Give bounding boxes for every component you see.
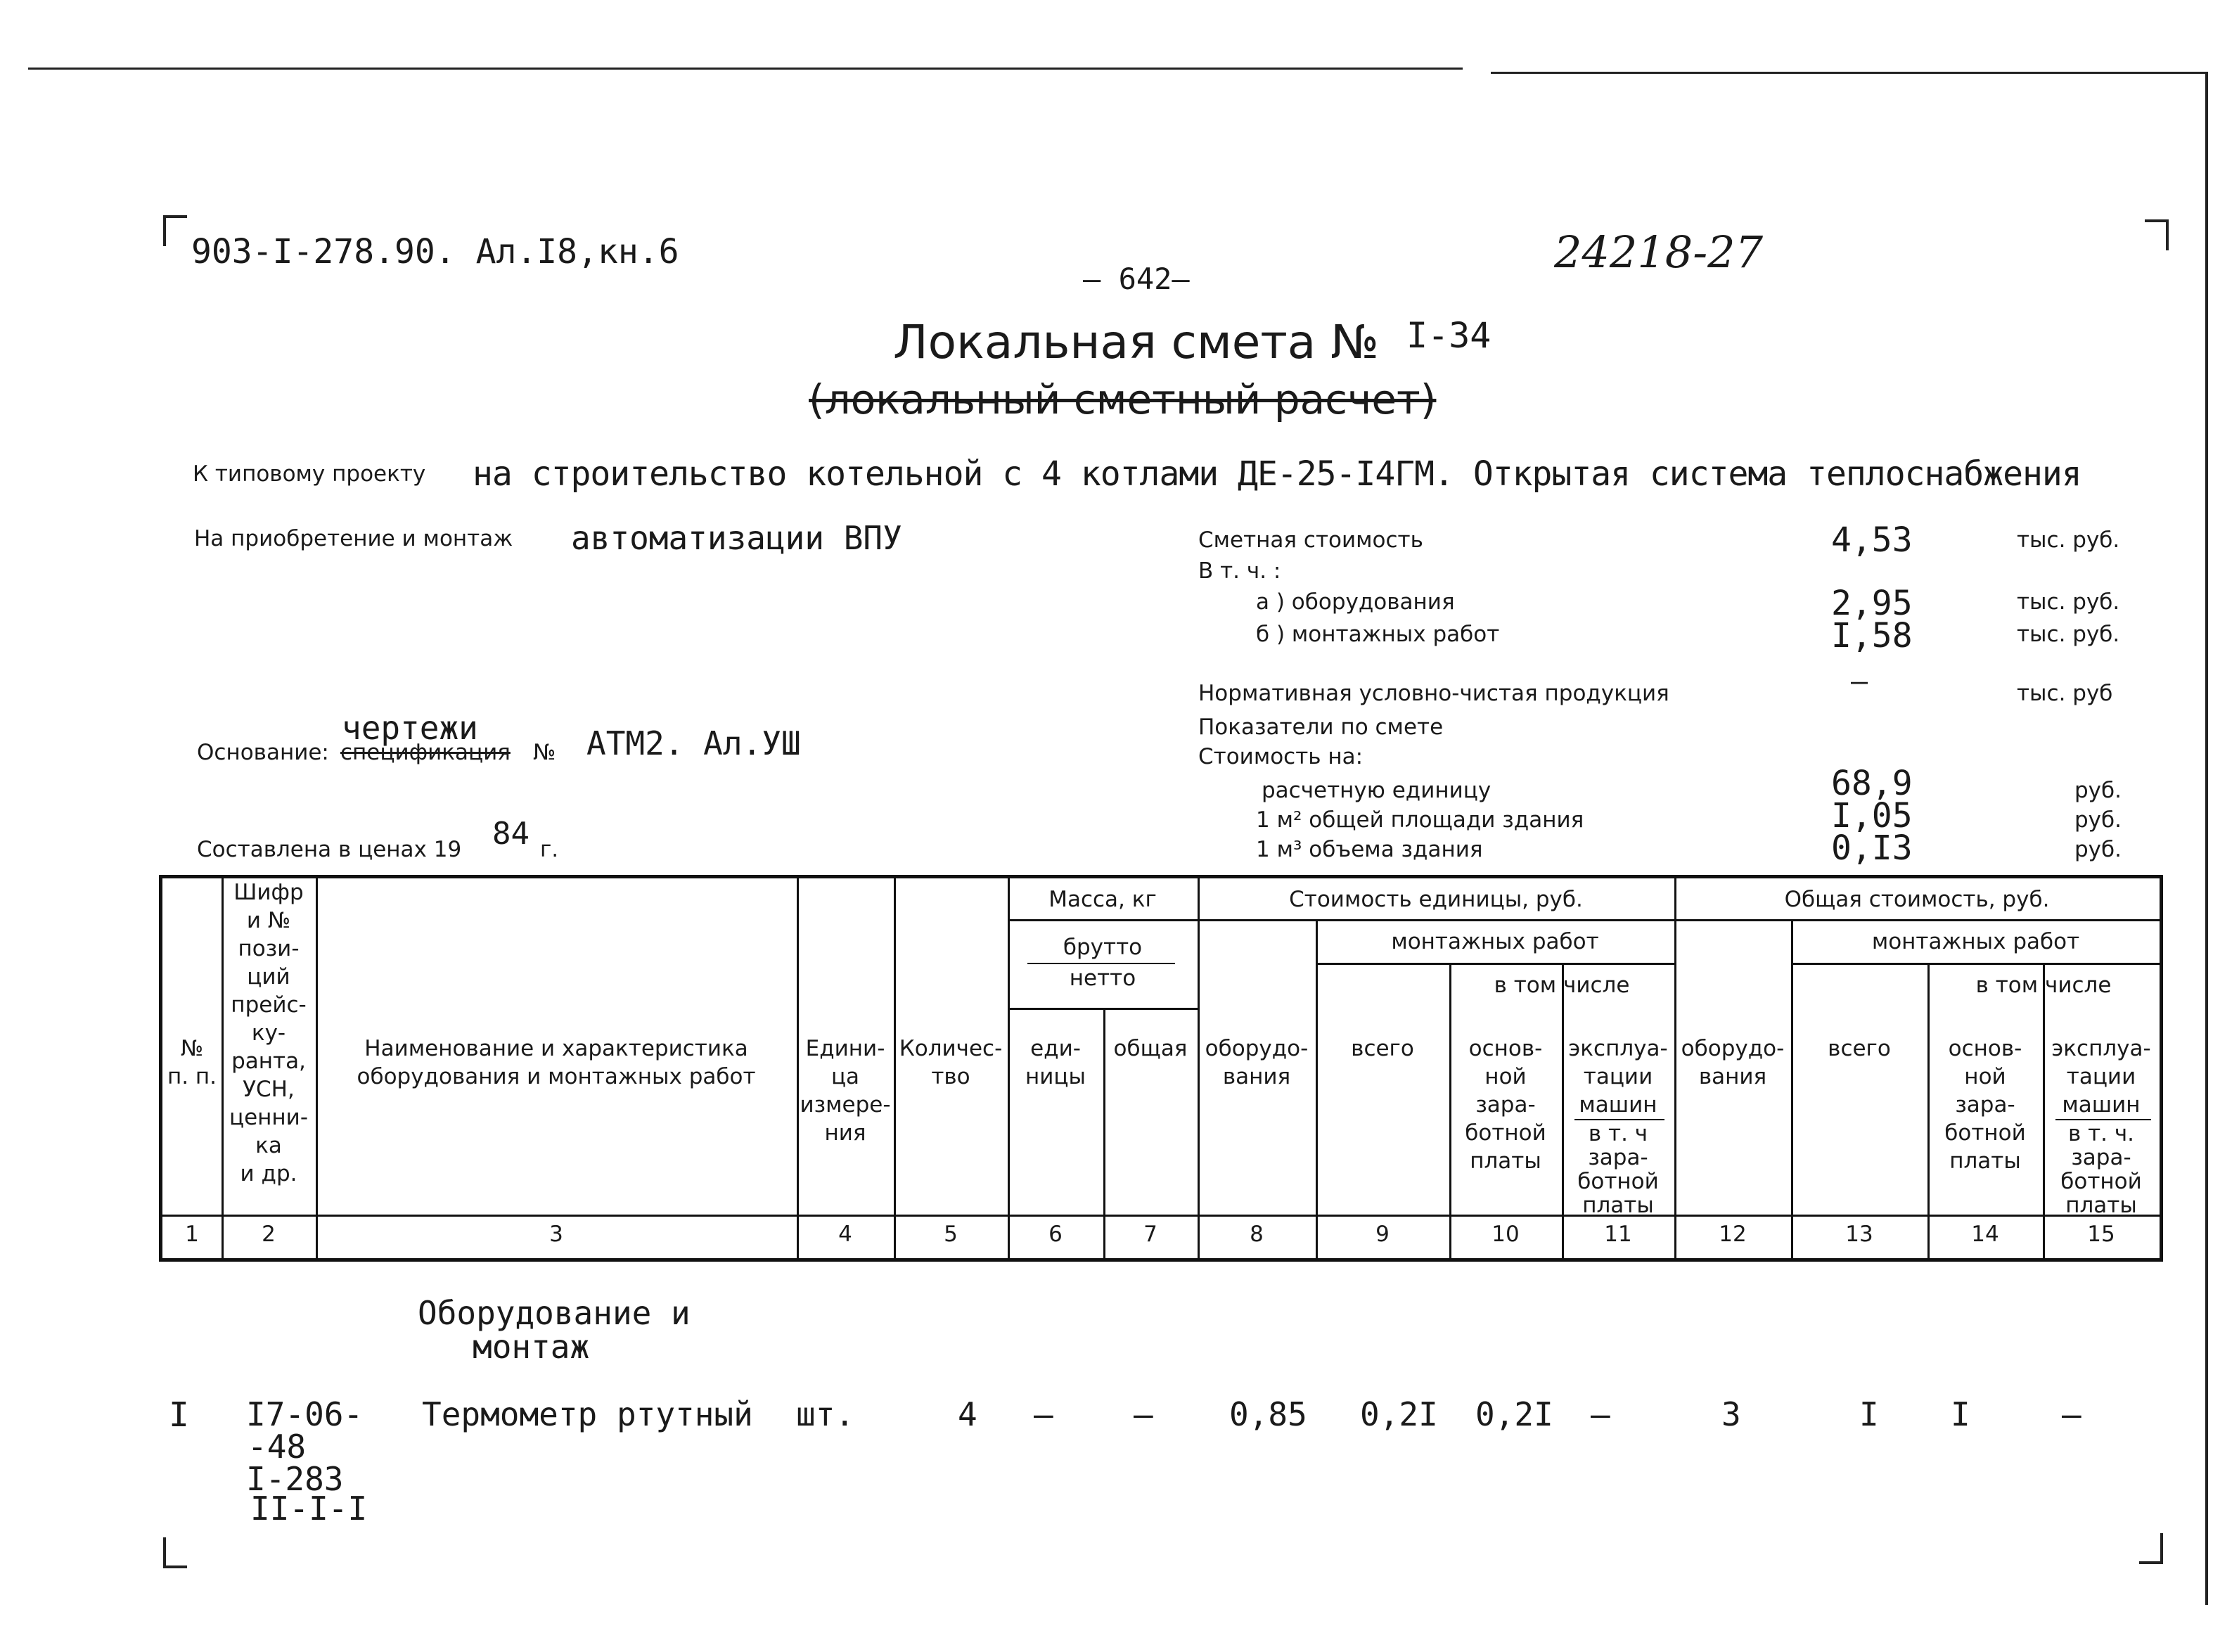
project-value: на строительство котельной с 4 котлами ДЕ-25-I4ГМ. Открытая система теплоснабжения <box>473 454 2081 494</box>
col-number: 13 <box>1845 1222 1873 1247</box>
col-number: 5 <box>944 1222 958 1247</box>
prices-suffix: г. <box>540 837 559 862</box>
col-header-including-total: в том числе <box>1975 973 2112 998</box>
row-equipment-unit: 0,85 <box>1229 1395 1307 1433</box>
col-header-equipment-total: оборудо- вания <box>1681 1036 1785 1089</box>
row-mass-total: – <box>1134 1395 1153 1433</box>
cost-value: 4,53 <box>1831 520 1913 560</box>
cost-label: Сметная стоимость <box>1198 527 1423 553</box>
row-equipment-total: 3 <box>1721 1395 1741 1433</box>
col-number: 8 <box>1250 1222 1264 1247</box>
cost-label: расчетную единицу <box>1262 778 1491 803</box>
cost-unit: тыс. руб <box>2017 681 2113 706</box>
col-number: 9 <box>1375 1222 1390 1247</box>
page-subtitle: (локальный сметный расчет) <box>809 376 1437 423</box>
cost-label: Стоимость на: <box>1198 744 1364 769</box>
col-header-machines-total: эксплуа- тации машин <box>2051 1036 2151 1118</box>
col-number: 10 <box>1491 1222 1520 1247</box>
col-number: 4 <box>838 1222 852 1247</box>
row-mount-total: I <box>1859 1395 1879 1433</box>
corner-mark-top-right <box>2145 219 2169 250</box>
row-code: -48 <box>248 1428 307 1466</box>
row-code: I-283 <box>246 1460 344 1498</box>
cost-value: I,58 <box>1831 616 1913 655</box>
basis-label: Основание: <box>197 740 329 765</box>
row-name: Термометр ртутный <box>422 1395 753 1433</box>
col-header-mass: Масса, кг <box>1048 887 1157 912</box>
cost-unit: руб. <box>2074 837 2122 862</box>
cost-value: – <box>1851 665 1868 698</box>
row-mount-wage-total: I <box>1951 1395 1970 1433</box>
row-mount-total-unit: 0,2I <box>1360 1395 1438 1433</box>
cost-label: 1 м² общей площади здания <box>1256 807 1584 833</box>
row-quantity: 4 <box>958 1395 977 1433</box>
cost-label: Показатели по смете <box>1198 715 1444 740</box>
document-code: 903-I-278.90. Ал.I8,кн.6 <box>191 232 679 271</box>
col-header-number: № п. п. <box>167 1036 217 1089</box>
col-header-wages-total: основ- ной зара- ботной платы <box>1944 1036 2026 1174</box>
cost-unit: тыс. руб. <box>2017 589 2120 615</box>
col-header-mass-total: общая <box>1113 1036 1188 1061</box>
cost-value: 0,I3 <box>1831 828 1913 868</box>
col-header-unit-cost: Стоимость единицы, руб. <box>1289 887 1583 912</box>
prices-label: Составлена в ценах 19 <box>197 837 462 862</box>
basis-struck: спецификация <box>340 740 511 765</box>
col-header-quantity: Количес- тво <box>899 1036 1003 1089</box>
col-header-wages: основ- ной зара- ботной платы <box>1465 1036 1546 1174</box>
page-title: Локальная смета № <box>893 315 1379 369</box>
row-number: I <box>169 1395 189 1435</box>
col-header-including: в том числе <box>1494 973 1630 998</box>
corner-mark-bottom-left <box>163 1537 187 1568</box>
cost-label: 1 м³ объема здания <box>1256 837 1483 862</box>
col-header-machines: эксплуа- тации машин <box>1568 1036 1668 1118</box>
purchase-value: автоматизации ВПУ <box>571 519 902 557</box>
page-number: — 642— <box>1083 262 1190 296</box>
prices-year: 84 <box>492 816 530 852</box>
basis-inserted: чертежи <box>342 709 478 747</box>
cost-label: В т. ч. : <box>1198 558 1281 584</box>
col-number: 14 <box>1971 1222 1999 1247</box>
col-header-machines-wages: в т. ч зара- ботной платы <box>1577 1121 1659 1218</box>
cost-value: 2,95 <box>1831 584 1913 623</box>
col-header-total-cost: Общая стоимость, руб. <box>1784 887 2050 912</box>
col-header-mass-unit: еди- ницы <box>1025 1036 1086 1089</box>
row-mount-machines-unit: – <box>1591 1395 1610 1433</box>
section-title: Оборудование и <box>418 1294 691 1332</box>
col-number: 12 <box>1719 1222 1747 1247</box>
basis-value: АТМ2. Ал.УШ <box>586 724 801 762</box>
col-header-total-all: всего <box>1828 1036 1891 1061</box>
cost-value: 68,9 <box>1831 764 1913 803</box>
row-mass-unit: – <box>1034 1395 1053 1433</box>
col-header-brutto: брутто <box>1063 935 1143 960</box>
col-number: 6 <box>1048 1222 1063 1247</box>
col-number: 3 <box>549 1222 563 1247</box>
col-header-mount-works-total: монтажных работ <box>1871 929 2080 954</box>
section-title-continued: монтаж <box>473 1328 590 1366</box>
col-header-equipment: оборудо- вания <box>1205 1036 1309 1089</box>
page-top-edge-right <box>1491 72 2208 74</box>
archive-number: 24218-27 <box>1554 226 1764 278</box>
page-right-edge <box>2205 72 2208 1605</box>
col-number: 11 <box>1604 1222 1632 1247</box>
estimate-number: I-34 <box>1406 315 1491 356</box>
corner-mark-top-left <box>163 215 187 246</box>
cost-label: а ) оборудования <box>1256 589 1455 615</box>
col-header-netto: нетто <box>1069 966 1136 991</box>
estimate-table-header <box>159 875 2163 1262</box>
cost-unit: руб. <box>2074 807 2122 833</box>
cost-value: I,05 <box>1831 796 1913 835</box>
col-number: 7 <box>1143 1222 1157 1247</box>
col-number: 15 <box>2087 1222 2115 1247</box>
col-number: 1 <box>185 1222 199 1247</box>
cost-unit: тыс. руб. <box>2017 622 2120 647</box>
col-header-code: Шифр и № пози- ций прейс- ку- ранта, УСН, ценни- ка и др. <box>229 880 309 1186</box>
cost-label: б ) монтажных работ <box>1256 622 1500 647</box>
col-number: 2 <box>262 1222 276 1247</box>
cost-label: Нормативная условно-чистая продукция <box>1198 681 1669 706</box>
row-mount-machines-total: – <box>2062 1395 2081 1433</box>
row-code: II-I-I <box>250 1490 368 1528</box>
page-top-edge <box>28 68 1463 70</box>
project-label: К типовому проекту <box>193 461 426 487</box>
col-header-unit: Едини- ца измере- ния <box>800 1036 891 1146</box>
row-unit: шт. <box>796 1395 855 1433</box>
row-code: I7-06- <box>246 1395 364 1433</box>
col-header-name: Наименование и характеристика оборудования и монтажных работ <box>357 1036 756 1089</box>
col-header-total: всего <box>1351 1036 1414 1061</box>
col-header-machines-wages-total: в т. ч. зара- ботной платы <box>2060 1121 2142 1218</box>
corner-mark-bottom-right <box>2139 1533 2163 1564</box>
row-mount-wage-unit: 0,2I <box>1475 1395 1553 1433</box>
cost-unit: тыс. руб. <box>2017 527 2120 553</box>
basis-number-label: № <box>533 740 556 765</box>
purchase-label: На приобретение и монтаж <box>194 526 513 551</box>
col-header-mount-works: монтажных работ <box>1391 929 1599 954</box>
cost-unit: руб. <box>2074 778 2122 803</box>
